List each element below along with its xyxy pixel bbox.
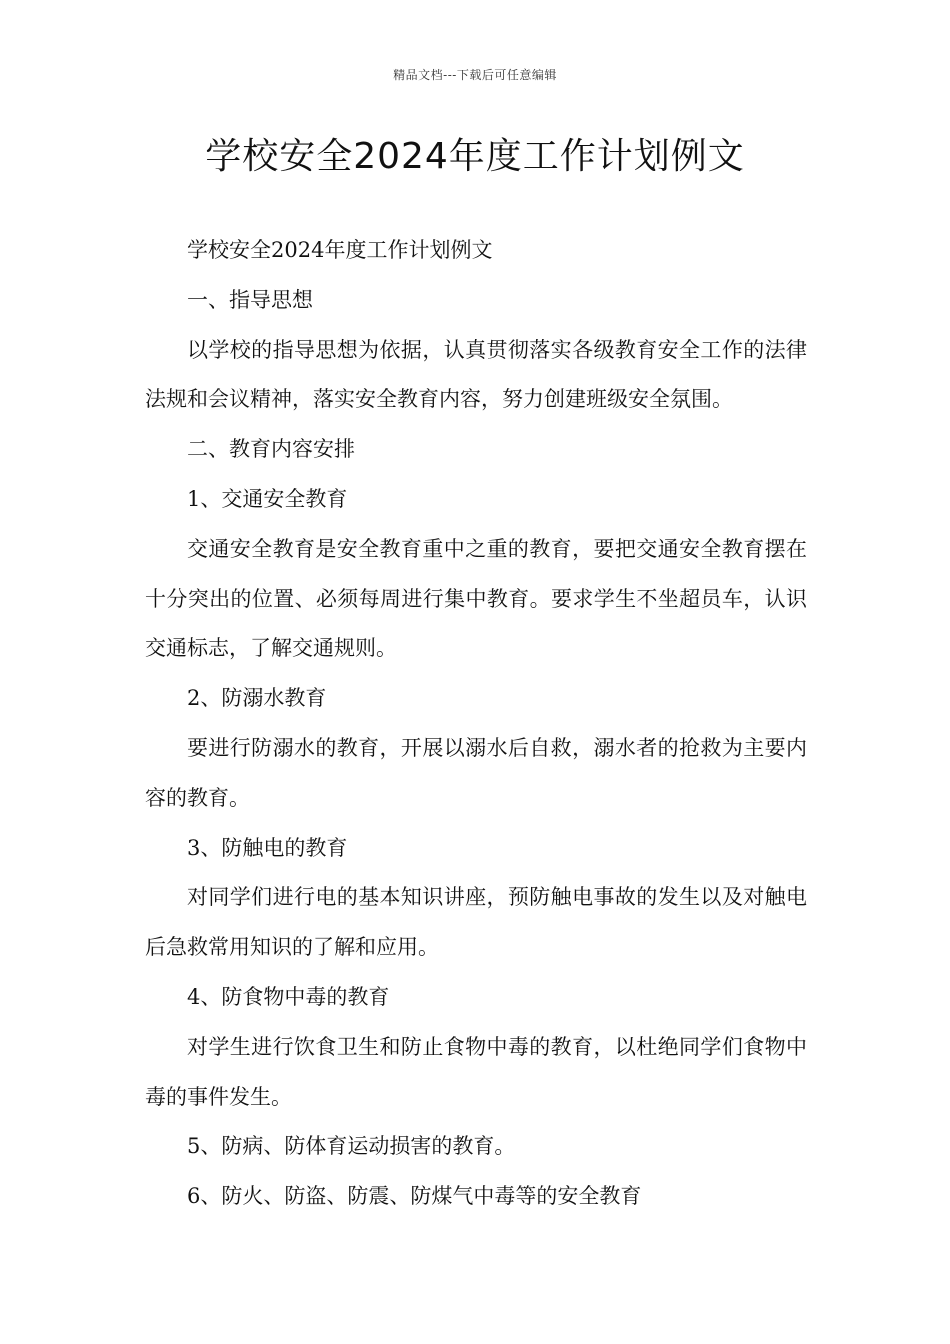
paragraph: 交通安全教育是安全教育重中之重的教育，要把交通安全教育摆在十分突出的位置、必须每周进行集中教育。要求学生不坐超员车，认识交通标志，了解交通规则。 [145, 536, 807, 661]
paragraph: 对学生进行饮食卫生和防止食物中毒的教育，以杜绝同学们食物中毒的事件发生。 [145, 1034, 807, 1109]
subheading-electric-shock-prevention: 3、防触电的教育 [187, 835, 348, 860]
document-body [145, 226, 807, 1222]
paragraph-subtitle: 学校安全2024年度工作计划例文 [187, 238, 493, 262]
paragraph: 以学校的指导思想为依据，认真贯彻落实各级教育安全工作的法律法规和会议精神，落实安全教育内容，努力创建班级安全氛围。 [145, 337, 807, 412]
subheading-fire-theft-earthquake-gas: 6、防火、防盗、防震、防煤气中毒等的安全教育 [187, 1184, 642, 1209]
header-note: 精品文档---下载后可任意编辑 [393, 68, 557, 82]
paragraph: 要进行防溺水的教育，开展以溺水后自救，溺水者的抢救为主要内容的教育。 [145, 735, 807, 810]
section-heading-education-content: 二、教育内容安排 [187, 437, 355, 462]
document-title: 学校安全2024年度工作计划例文 [205, 136, 745, 177]
subheading-food-poisoning-prevention: 4、防食物中毒的教育 [187, 984, 390, 1009]
paragraph: 对同学们进行电的基本知识讲座，预防触电事故的发生以及对触电后急救常用知识的了解和应用。 [145, 885, 807, 960]
subheading-disease-sports-injury: 5、防病、防体育运动损害的教育。 [187, 1134, 516, 1159]
section-heading-guiding-ideology: 一、指导思想 [187, 287, 313, 312]
subheading-traffic-safety: 1、交通安全教育 [187, 486, 348, 511]
subheading-drowning-prevention: 2、防溺水教育 [187, 686, 327, 711]
